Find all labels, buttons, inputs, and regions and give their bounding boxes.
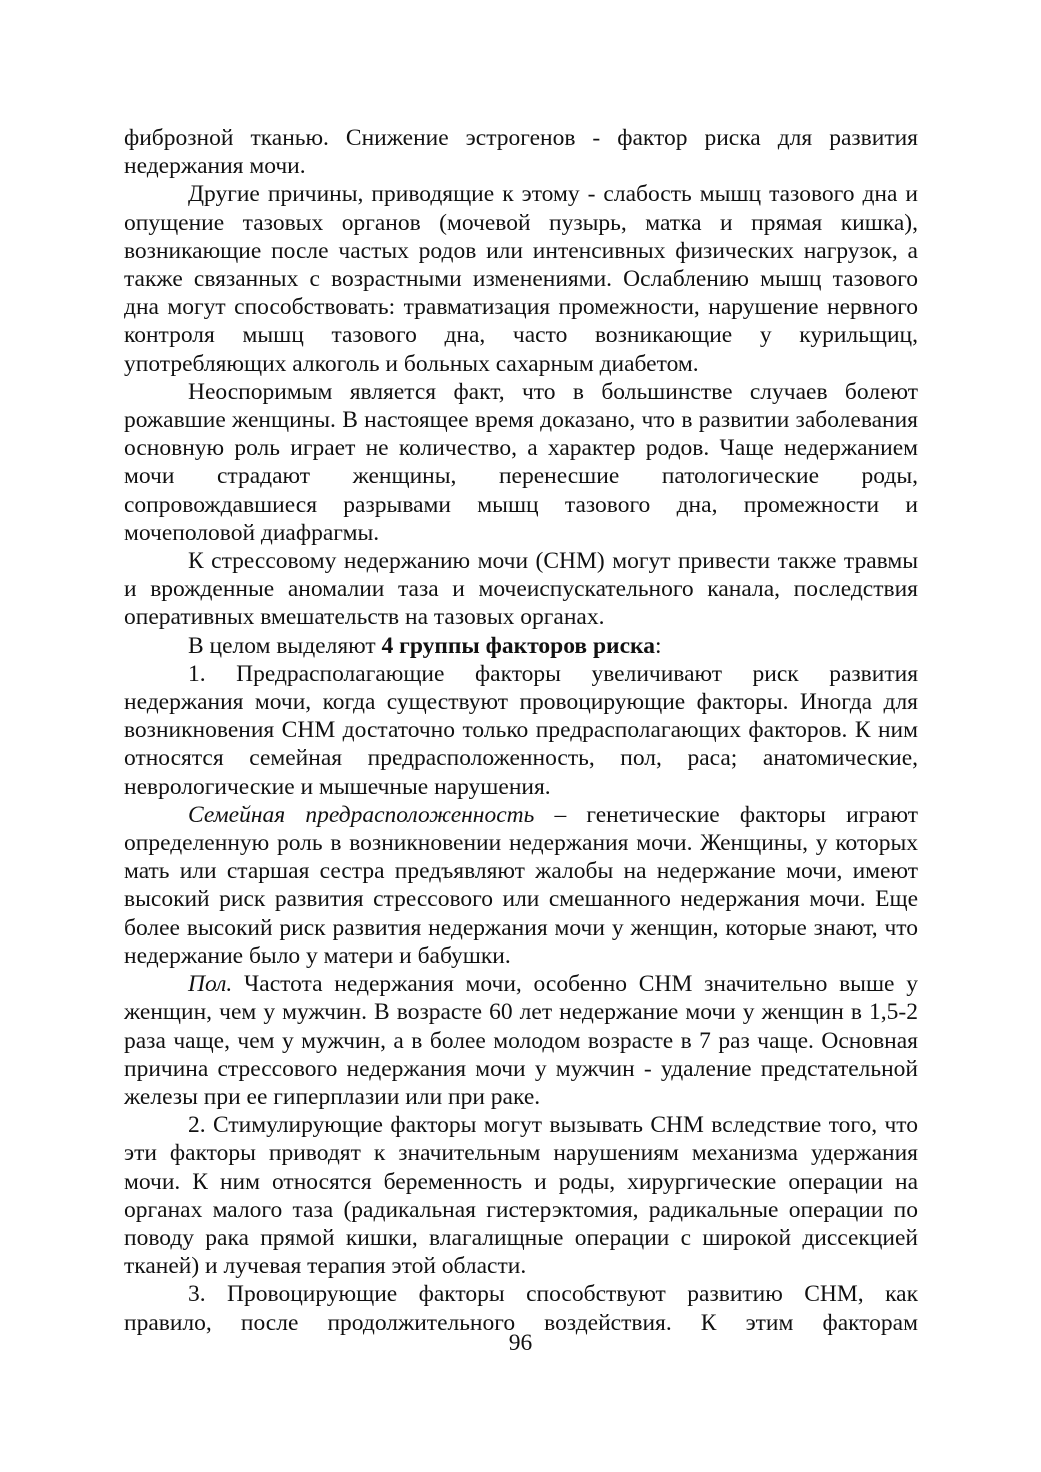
paragraph-9: 2. Стимулирующие факторы могут вызывать СНМ вследствие того, что эти факторы приводят к значительным нарушениям механизма удержания мочи. К ним относятся беременность и роды, хирургические операции на органах малого таза (радикальная гистерэктомия, радикальные операции по поводу рака прямой кишки, влагалищные операции с широкой диссекцией тканей) и лучевая терапия этой области. [124,1112,918,1280]
paragraph-5-prefix: В целом выделяют [188,632,382,659]
page-number: 96 [508,1330,533,1356]
paragraph-7-text: – генетические факторы играют определенную роль в возникновении недержания мочи. Женщины, у которых мать или старшая сестра предъявляют жалобы на недержание мочи, имеют высокий риск развития стрессового или смешанного недержания мочи. Еще более высокий риск развития недержания мочи у женщин, которые знают, что недержание было у матери и бабушки. [124,801,918,969]
paragraph-3: Неоспоримым является факт, что в большинстве случаев болеют рожавшие женщины. В настоящее время доказано, что в развитии заболевания основную роль играет не количество, а характер родов. Чаще недержанием мочи страдают женщины, перенесшие патологические роды, сопровождавшиеся разрывами мышц тазового дна, промежности и мочеполовой диафрагмы. [124,378,918,546]
paragraph-4: К стрессовому недержанию мочи (СНМ) могут привести также травмы и врожденные аномалии таза и мочеиспускательного канала, последствия оперативных вмешательств на тазовых органах. [124,548,918,631]
paragraph-5 [124,632,918,660]
family-predisposition-term: Семейная предрасположенность [188,801,535,828]
paragraph-10: 3. Провоцирующие факторы способствуют развитию СНМ, как правило, после продолжительного воздействия. К этим факторам [124,1281,918,1336]
paragraph-8-text: Частота недержания мочи, особенно СНМ значительно выше у женщин, чем у мужчин. В возрасте 60 лет недержание мочи у женщин в 1,5-2 раза чаще, чем у мужчин, а в более молодом возрасте в 7 раз чаще. Основная причина стрессового недержания мочи у мужчин - удаление предстательной железы при ее гиперплазии или при раке. [124,971,918,1110]
paragraph-5-suffix: : [654,632,662,659]
paragraph-8 [124,970,918,1111]
paragraph-2: Другие причины, приводящие к этому - слабость мышц тазового дна и опущение тазовых органов (мочевой пузырь, матка и прямая кишка), возникающие после частых родов или интенсивных физических нагрузок, а также связанных с возрастными изменениями. Ослаблению мышц тазового дна могут способствовать: травматизация промежности, нарушение нервного контроля мышц тазового дна, часто возникающие у курильщиц, употребляющих алкоголь и больных сахарным диабетом. [124,181,918,377]
paragraph-6: 1. Предрасполагающие факторы увеличивают риск развития недержания мочи, когда существуют провоцирующие факторы. Иногда для возникновения СНМ достаточно только предрасполагающих факторов. К ним относятся семейная предрасположенность, пол, раса; анатомические, неврологические и мышечные нарушения. [124,660,918,800]
document-page [124,124,918,1337]
paragraph-1: фиброзной тканью. Снижение эстрогенов - фактор риска для развития недержания мочи. [124,125,918,180]
paragraph-7 [124,801,918,970]
sex-term: Пол. [188,971,233,998]
risk-groups-emphasis: 4 группы факторов риска [381,632,655,659]
